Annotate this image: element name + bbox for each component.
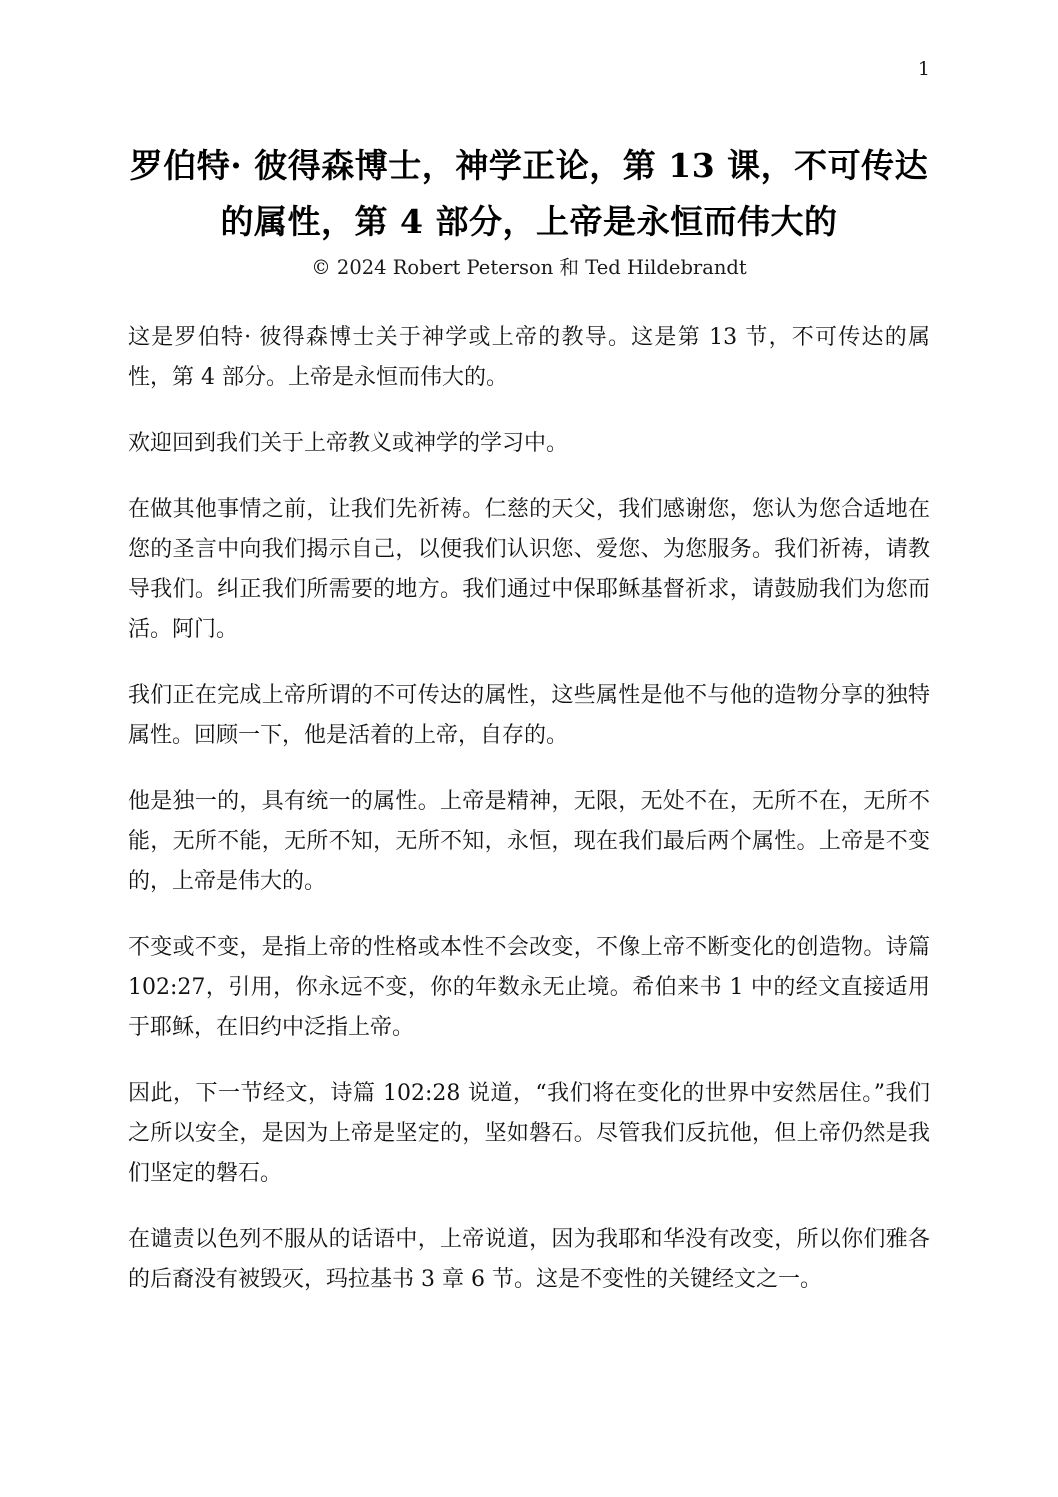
paragraph-review: 我们正在完成上帝所谓的不可传达的属性，这些属性是他不与他的造物分享的独特属性。回顾一下，他是活着的上帝，自存的。 [128,683,930,748]
paragraph-malachi: 在谴责以色列不服从的话语中，上帝说道，因为我耶和华没有改变，所以你们雅各的后裔没有被毁灭，玛拉基书 3 章 6 节。这是不变性的关键经文之一。 [128,1227,930,1292]
paragraph-attributes: 他是独一的，具有统一的属性。上帝是精神，无限，无处不在，无所不在，无所不能，无所不能，无所不知，无所不知，永恒，现在我们最后两个属性。上帝是不变的，上帝是伟大的。 [128,789,930,894]
copyright-line: © 2024 Robert Peterson 和 Ted Hildebrandt [311,256,747,279]
page-number: 1 [917,58,930,80]
paragraph-prayer: 在做其他事情之前，让我们先祈祷。仁慈的天父，我们感谢您，您认为您合适地在您的圣言中向我们揭示自己，以便我们认识您、爱您、为您服务。我们祈祷，请教导我们。纠正我们所需要的地方。我们通过中保耶稣基督祈求，请鼓励我们为您而活。阿门。 [128,497,930,642]
paragraph-immutability: 不变或不变，是指上帝的性格或本性不会改变，不像上帝不断变化的创造物。诗篇 102:27，引用，你永远不变，你的年数永无止境。希伯来书 1 中的经文直接适用于耶稣，在旧约中泛指上帝。 [128,935,930,1040]
paragraph-welcome: 欢迎回到我们关于上帝教义或神学的学习中。 [128,431,569,456]
paragraph-psalm: 因此，下一节经文，诗篇 102:28 说道，“我们将在变化的世界中安然居住。”我们之所以安全，是因为上帝是坚定的，坚如磐石。尽管我们反抗他，但上帝仍然是我们坚定的磐石。 [128,1081,930,1186]
document-body [128,318,930,1300]
paragraph-intro: 这是罗伯特· 彼得森博士关于神学或上帝的教导。这是第 13 节，不可传达的属性，第 4 部分。上帝是永恒而伟大的。 [128,325,930,390]
document-title: 罗伯特· 彼得森博士，神学正论，第 13 课，不可传达的属性，第 4 部分，上帝是永恒而伟大的 [129,146,929,241]
